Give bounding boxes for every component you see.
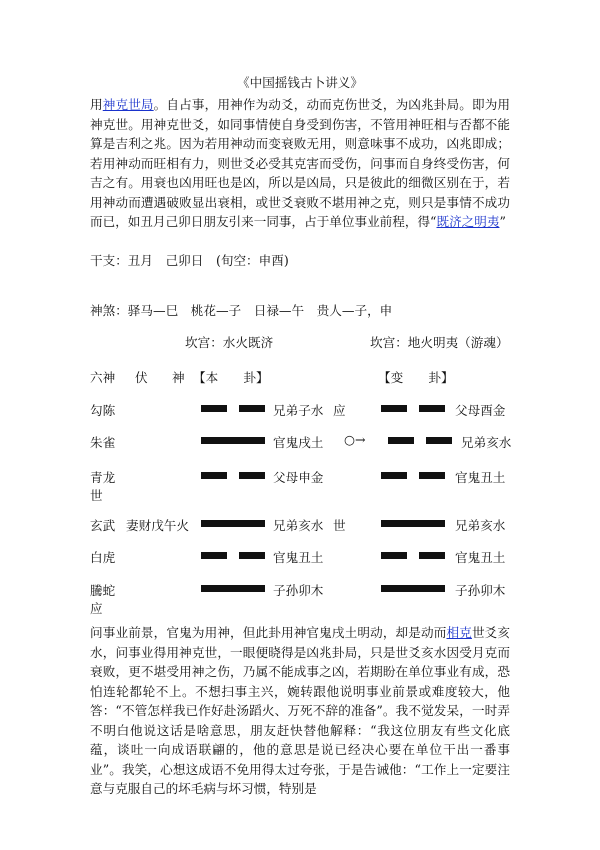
header-ben-gua: 【本 卦】 <box>193 370 269 385</box>
row-6-ben-label: 子孙卯木 <box>273 583 324 598</box>
row-6-god-mark: 应 <box>90 601 103 616</box>
shensha-line: 神煞：驿马—巳 桃花—子 日禄—午 贵人—子，申 <box>90 303 393 318</box>
row-3-ben-yin-bar-right <box>239 472 265 479</box>
header-bian-gua: 【变 卦】 <box>378 370 454 385</box>
row-2-god: 朱雀 <box>90 435 116 450</box>
analysis-text-b: 世爻亥水，问事业得用神克世，一眼便晓得是凶兆卦局，只是世爻亥水因受月克而衰败，更不堪受用神之伤，乃属不能成事之凶，若期盼在单位事业有成，恐怕连轮都轮不上。不想扫事主兴，婉转跟他说明事业前景或难度较大，他答：“不管怎样我已作好赴汤蹈火、万死不辞的准备”。我不觉发呆，一时弄不明白他说这话是啥意思，朋友赶快替他解释：“我这位朋友有些文化底蕴，谈吐一向成语联翩的，他的意思是说已经决心要在单位干出一番事业”。我笑，心想这成语不免用得太过夸张，于是告诫他：“工作上一定要注意与克服自己的坏毛病与坏习惯，特别是 <box>90 625 511 796</box>
row-2-ben-yang-bar <box>201 437 265 444</box>
row-2-bian-yin-bar-right <box>426 437 452 444</box>
row-1-bian-label: 父母酉金 <box>455 403 506 418</box>
row-5-ben-yin-bar-left <box>201 552 227 559</box>
intro-paragraph <box>90 95 510 232</box>
header-fu: 伏 <box>135 370 148 385</box>
intro-text-a: 用 <box>90 97 103 112</box>
row-4-bian-label: 兄弟亥水 <box>455 518 506 533</box>
row-3-ben-yin-bar-left <box>201 472 227 479</box>
row-3-god: 青龙 <box>90 470 116 485</box>
row-2-bian-yin-bar-left <box>388 437 414 444</box>
row-5-bian-yin-bar-right <box>419 552 445 559</box>
row-6-bian-label: 子孙卯木 <box>455 583 506 598</box>
row-1-bian-yin-bar-left <box>381 405 407 412</box>
row-1-ben-yin-bar-right <box>239 405 265 412</box>
row-3-bian-yin-bar-right <box>419 472 445 479</box>
ganzhi-line: 干支：丑月 己卯日 (旬空：申酉) <box>90 253 289 268</box>
header-liushen: 六神 <box>90 370 116 385</box>
row-6-god: 騰蛇 <box>90 583 116 598</box>
document-title: 《中国摇钱古卜讲义》 <box>237 75 363 90</box>
analysis-paragraph <box>90 623 510 799</box>
row-6-ben-yang-bar <box>201 585 265 592</box>
row-5-bian-yin-bar-left <box>381 552 407 559</box>
palace-right: 坎宫：地火明夷（游魂） <box>370 335 509 350</box>
row-1-shi-ying-mark: 应 <box>333 403 346 418</box>
row-1-ben-label: 兄弟子水 <box>273 403 324 418</box>
row-4-shi-ying-mark: 世 <box>333 518 346 533</box>
palace-left: 坎宫：水火既济 <box>185 335 274 350</box>
row-1-god: 勾陈 <box>90 403 116 418</box>
row-2-bian-label: 兄弟亥水 <box>461 435 512 450</box>
row-3-ben-label: 父母申金 <box>273 470 324 485</box>
row-3-bian-yin-bar-left <box>381 472 407 479</box>
row-2-moving-arrow: ○→ <box>344 432 366 447</box>
row-5-god: 白虎 <box>90 550 116 565</box>
jiji-mingyi-link[interactable]: 既济之明夷 <box>436 214 500 229</box>
row-3-god-mark: 世 <box>90 488 103 503</box>
header-shen: 神 <box>172 370 185 385</box>
row-4-ben-yang-bar <box>201 520 265 527</box>
row-5-bian-label: 官鬼丑土 <box>455 550 506 565</box>
row-6-bian-yang-bar <box>381 585 445 592</box>
intro-text-b: 。自占事，用神作为动爻，动而克伤世爻，为凶兆卦局。即为用神克世。用神克世爻，如同事情使自身受到伤害，不管用神旺相与否都不能算是吉利之兆。因为若用神动而变衰败无用，则意味事不成功，凶兆即成；若用神动而旺相有力，则世爻必受其克害而受伤，问事而自身终受伤害，何吉之有。用衰也凶用旺也是凶，所以是凶局，只是彼此的细微区别在于，若用神动而遭遇破败显出衰相，或世爻衰败不堪用神之克，则只是事情不成功而已，如丑月己卯日朋友引来一同事，占于单位事业前程，得“ <box>90 97 511 229</box>
row-4-ben-label: 兄弟亥水 <box>273 518 324 533</box>
row-1-bian-yin-bar-right <box>419 405 445 412</box>
row-4-god: 玄武 <box>90 518 116 533</box>
row-4-bian-yang-bar <box>381 520 445 527</box>
row-4-fushen: 妻财戊午火 <box>126 518 189 533</box>
row-5-ben-label: 官鬼丑土 <box>273 550 324 565</box>
row-2-ben-label: 官鬼戌土 <box>273 435 324 450</box>
xiang-ke-link[interactable]: 相克 <box>446 625 472 640</box>
analysis-text-a: 问事业前景，官鬼为用神，但此卦用神官鬼戌土明动，却是动而 <box>90 625 447 640</box>
row-5-ben-yin-bar-right <box>239 552 265 559</box>
row-1-ben-yin-bar-left <box>201 405 227 412</box>
shen-ke-shi-ju-link[interactable]: 神克世局 <box>102 97 154 112</box>
intro-text-c: ” <box>499 214 506 229</box>
row-3-bian-label: 官鬼丑土 <box>455 470 506 485</box>
